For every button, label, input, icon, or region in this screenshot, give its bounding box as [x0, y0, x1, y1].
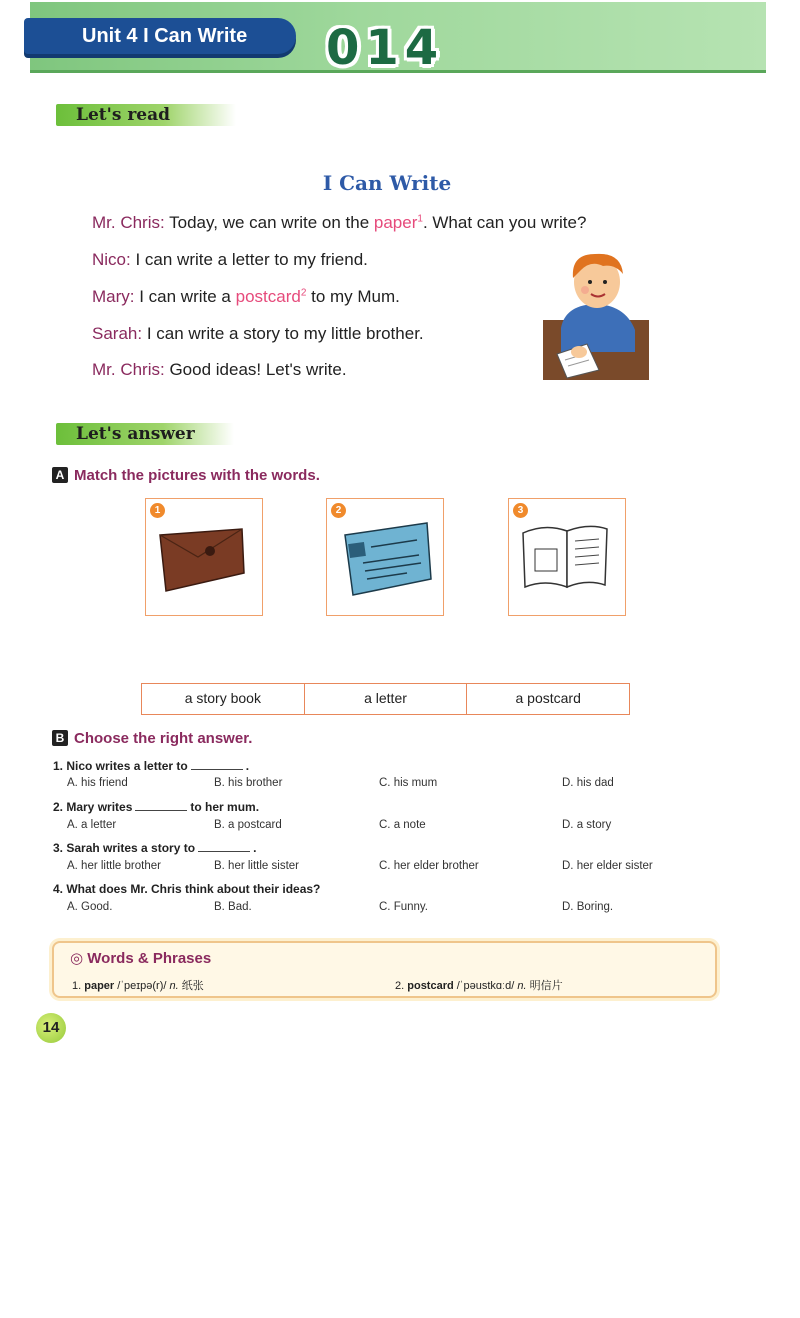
picture-number: 3 [513, 503, 528, 518]
page-number: 14 [36, 1013, 66, 1043]
story-title: I Can Write [322, 171, 452, 195]
dialogue-line [92, 287, 400, 307]
option[interactable]: B. his brother [214, 777, 283, 789]
exercise-instruction: Match the pictures with the words. [74, 467, 320, 484]
line-text: Today, we can write on the [164, 213, 374, 232]
question-text: 4. What does Mr. Chris think about their ideas? [53, 882, 321, 896]
speaker: Mr. Chris: [92, 360, 165, 379]
question-text: to her mum. [190, 800, 260, 814]
entry-word: postcard [407, 980, 454, 992]
speaker: Mr. Chris: [92, 213, 165, 232]
page-code: 014 [326, 20, 445, 76]
option[interactable]: D. her elder sister [562, 860, 653, 872]
question-text: 1. Nico writes a letter to [53, 759, 188, 773]
picture-box-2[interactable] [326, 498, 444, 616]
envelope-icon [146, 499, 264, 617]
vocab-entry [395, 977, 563, 993]
dialogue-line [92, 360, 347, 380]
question-text: 3. Sarah writes a story to [53, 841, 196, 855]
footnote-mark: 2 [300, 287, 307, 299]
vocab-word: paper [373, 213, 418, 232]
question-4 [53, 882, 320, 896]
answer-blank[interactable] [135, 799, 187, 811]
dialogue-line [92, 213, 586, 233]
words-phrases-title [70, 949, 211, 967]
line-text: . What can you write? [422, 213, 587, 232]
option[interactable]: D. a story [562, 819, 612, 831]
word-option[interactable]: a postcard [466, 684, 629, 714]
picture-number: 2 [331, 503, 346, 518]
line-text: to my Mum. [306, 287, 400, 306]
option[interactable]: A. Good. [67, 901, 113, 913]
lets-read-label: Let's read [56, 104, 236, 126]
option[interactable]: B. her little sister [214, 860, 299, 872]
entry-meaning: 纸张 [181, 980, 204, 992]
line-text: I can write a story to my little brother. [142, 324, 424, 343]
entry-number: 1. [72, 980, 82, 992]
answer-blank[interactable] [191, 758, 243, 770]
entry-pos: n. [517, 980, 527, 992]
question-text: . [245, 759, 250, 773]
speaker: Nico: [92, 250, 131, 269]
entry-word: paper [84, 980, 115, 992]
question-1 [53, 758, 249, 773]
question-text: . [253, 841, 257, 855]
option[interactable]: A. a letter [67, 819, 117, 831]
entry-meaning: 明信片 [529, 980, 563, 992]
exercise-instruction: Choose the right answer. [74, 730, 253, 747]
line-text: I can write a [134, 287, 236, 306]
postcard-icon [327, 499, 445, 617]
vocab-word: postcard [235, 287, 301, 306]
question-2 [53, 799, 259, 814]
option[interactable]: D. his dad [562, 777, 614, 789]
option[interactable]: C. a note [379, 819, 426, 831]
vocab-entry [72, 977, 204, 993]
answer-blank[interactable] [198, 840, 250, 852]
option[interactable]: C. his mum [379, 777, 438, 789]
dialogue-line [92, 250, 368, 270]
entry-phonetic: /ˈpəustkɑːd/ [456, 980, 515, 992]
word-option[interactable]: a story book [184, 690, 261, 706]
boy-writing-illustration [543, 248, 649, 380]
entry-phonetic: /ˈpeɪpə(r)/ [117, 980, 167, 992]
lets-answer-label: Let's answer [56, 423, 234, 445]
option[interactable]: D. Boring. [562, 901, 614, 913]
option[interactable]: A. her little brother [67, 860, 161, 872]
exercise-letter: A [52, 467, 68, 483]
word-option[interactable]: a letter [304, 684, 467, 714]
footnote-mark: 1 [417, 213, 423, 225]
exercise-a-heading [52, 467, 320, 484]
word-bank [141, 683, 630, 715]
option[interactable]: B. a postcard [214, 819, 282, 831]
picture-box-3[interactable] [508, 498, 626, 616]
words-phrases-heading: Words & Phrases [87, 950, 212, 967]
option[interactable]: A. his friend [67, 777, 128, 789]
line-text: I can write a letter to my friend. [130, 250, 368, 269]
exercise-letter: B [52, 730, 68, 746]
picture-number: 1 [150, 503, 165, 518]
storybook-icon [509, 499, 627, 617]
unit-title: Unit 4 I Can Write [24, 18, 296, 54]
speaker: Sarah: [92, 324, 143, 343]
entry-pos: n. [169, 980, 179, 992]
line-text: Good ideas! Let's write. [164, 360, 347, 379]
question-text: 2. Mary writes [53, 800, 133, 814]
entry-number: 2. [395, 980, 405, 992]
question-3 [53, 840, 256, 855]
speaker: Mary: [92, 287, 135, 306]
option[interactable]: C. Funny. [379, 901, 428, 913]
target-icon: ◎ [70, 950, 84, 967]
option[interactable]: B. Bad. [214, 901, 252, 913]
exercise-b-heading [52, 730, 252, 747]
picture-box-1[interactable] [145, 498, 263, 616]
option[interactable]: C. her elder brother [379, 860, 479, 872]
dialogue-line [92, 324, 424, 344]
